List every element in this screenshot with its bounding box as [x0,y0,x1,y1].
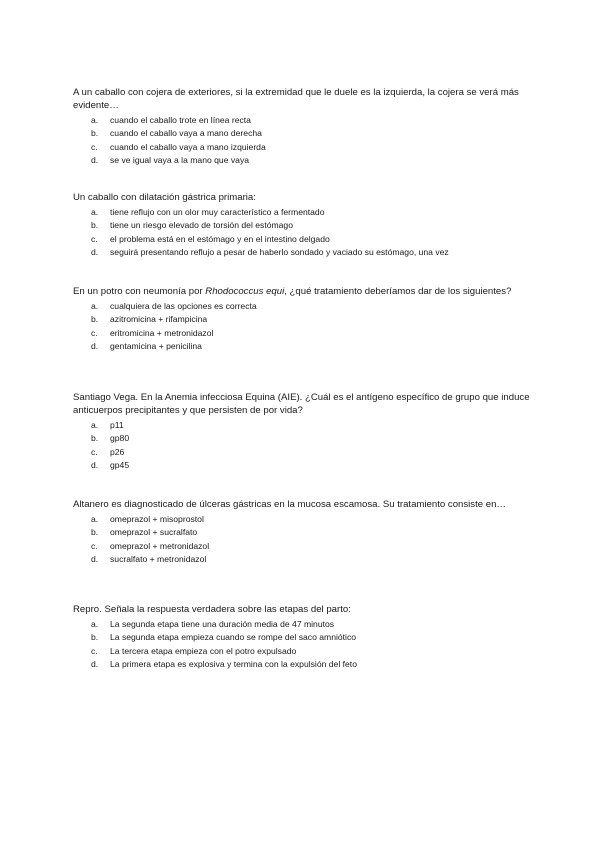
option-text: cualquiera de las opciones es correcta [110,301,257,311]
option-b [73,219,533,232]
option-letter: b. [91,220,99,231]
question-stem: Un caballo con dilatación gástrica primaria: [73,192,256,203]
option-c [73,233,533,246]
option-c [73,327,533,340]
question-4 [73,391,533,472]
option-letter: c. [91,141,98,152]
option-c [73,540,533,553]
question-stem: A un caballo con cojera de exteriores, si la extremidad que le duele es la izquierda, la cojera se verá más evidente… [73,87,519,111]
option-letter: a. [91,420,99,430]
question-2 [73,191,533,259]
option-c [73,446,533,459]
option-text: azitromicina + rifampicina [110,314,208,325]
option-letter: b. [91,632,99,643]
option-text: gentamicina + penicilina [110,340,202,351]
option-letter: a. [91,207,99,217]
option-text: seguirá presentando reflujo a pesar de haberlo sondado y vaciado su estómago, una vez [110,246,449,257]
option-text: gp80 [110,433,130,444]
option-letter: c. [91,233,98,244]
stem-text: , ¿qué tratamiento deberíamos dar de los siguientes? [284,286,512,297]
option-text: cuando el caballo trote en línea recta [110,115,251,125]
option-a [73,300,533,313]
option-letter: b. [91,433,99,444]
option-letter: d. [91,553,99,564]
option-letter: d. [91,246,99,257]
option-a [73,618,533,631]
option-a [73,114,533,127]
option-text: se ve igual vaya a la mano que vaya [110,154,250,165]
option-d [73,246,533,259]
option-letter: c. [91,540,98,551]
option-text: eritromicina + metronidazol [110,327,214,338]
option-a [73,419,533,432]
question-5 [73,498,533,566]
option-text: omeprazol + misoprostol [110,514,204,524]
option-d [73,340,533,353]
option-b [73,631,533,644]
options-list [73,618,533,671]
option-text: cuando el caballo vaya a mano derecha [110,128,262,139]
option-letter: d. [91,154,99,165]
option-text: gp45 [110,459,130,470]
option-b [73,313,533,326]
option-text: omeprazol + sucralfato [110,527,198,538]
option-letter: d. [91,340,99,351]
option-text: sucralfato + metronidazol [110,553,207,564]
option-text: el problema está en el estómago y en el intestino delgado [110,233,330,244]
question-1 [73,86,533,167]
options-list [73,513,533,566]
option-letter: a. [91,301,99,311]
option-b [73,432,533,445]
option-letter: c. [91,446,98,457]
option-letter: d. [91,658,99,669]
question-stem [73,285,533,298]
option-letter: c. [91,327,98,338]
option-d [73,658,533,671]
option-c [73,141,533,154]
stem-text: En un potro con neumonía por [73,286,206,297]
question-3 [73,285,533,353]
options-list [73,206,533,259]
question-6 [73,603,533,671]
option-c [73,645,533,658]
options-list [73,114,533,167]
option-letter: b. [91,128,99,139]
question-stem: Altanero es diagnosticado de úlceras gástricas en la mucosa escamosa. Su tratamiento consiste en… [73,499,507,510]
option-d [73,154,533,167]
option-text: tiene reflujo con un olor muy característico a fermentado [110,207,325,217]
option-letter: c. [91,645,98,656]
question-stem: Repro. Señala la respuesta verdadera sobre las etapas del parto: [73,604,351,615]
option-text: tiene un riesgo elevado de torsión del estómago [110,220,293,231]
option-letter: b. [91,314,99,325]
option-letter: b. [91,527,99,538]
option-text: p26 [110,446,125,457]
option-letter: a. [91,115,99,125]
option-a [73,513,533,526]
option-text: La segunda etapa tiene una duración media de 47 minutos [110,619,335,629]
option-b [73,526,533,539]
option-letter: a. [91,514,99,524]
option-b [73,127,533,140]
options-list [73,300,533,353]
option-a [73,206,533,219]
option-text: La segunda etapa empieza cuando se rompe del saco amniótico [110,632,357,643]
option-letter: d. [91,459,99,470]
option-text: La tercera etapa empieza con el potro expulsado [110,645,297,656]
option-d [73,553,533,566]
option-text: omeprazol + metronidazol [110,540,210,551]
stem-italic-organism: Rhodococcus equi [205,286,285,297]
option-d [73,459,533,472]
option-text: cuando el caballo vaya a mano izquierda [110,141,266,152]
option-letter: a. [91,619,99,629]
options-list [73,419,533,472]
option-text: La primera etapa es explosiva y termina con la expulsión del feto [110,658,357,669]
option-text: p11 [110,420,124,430]
question-stem: Santiago Vega. En la Anemia infecciosa Equina (AIE). ¿Cuál es el antígeno específico de grupo que induce anticuerpos precipitantes y que persisten de por vida? [73,392,530,416]
